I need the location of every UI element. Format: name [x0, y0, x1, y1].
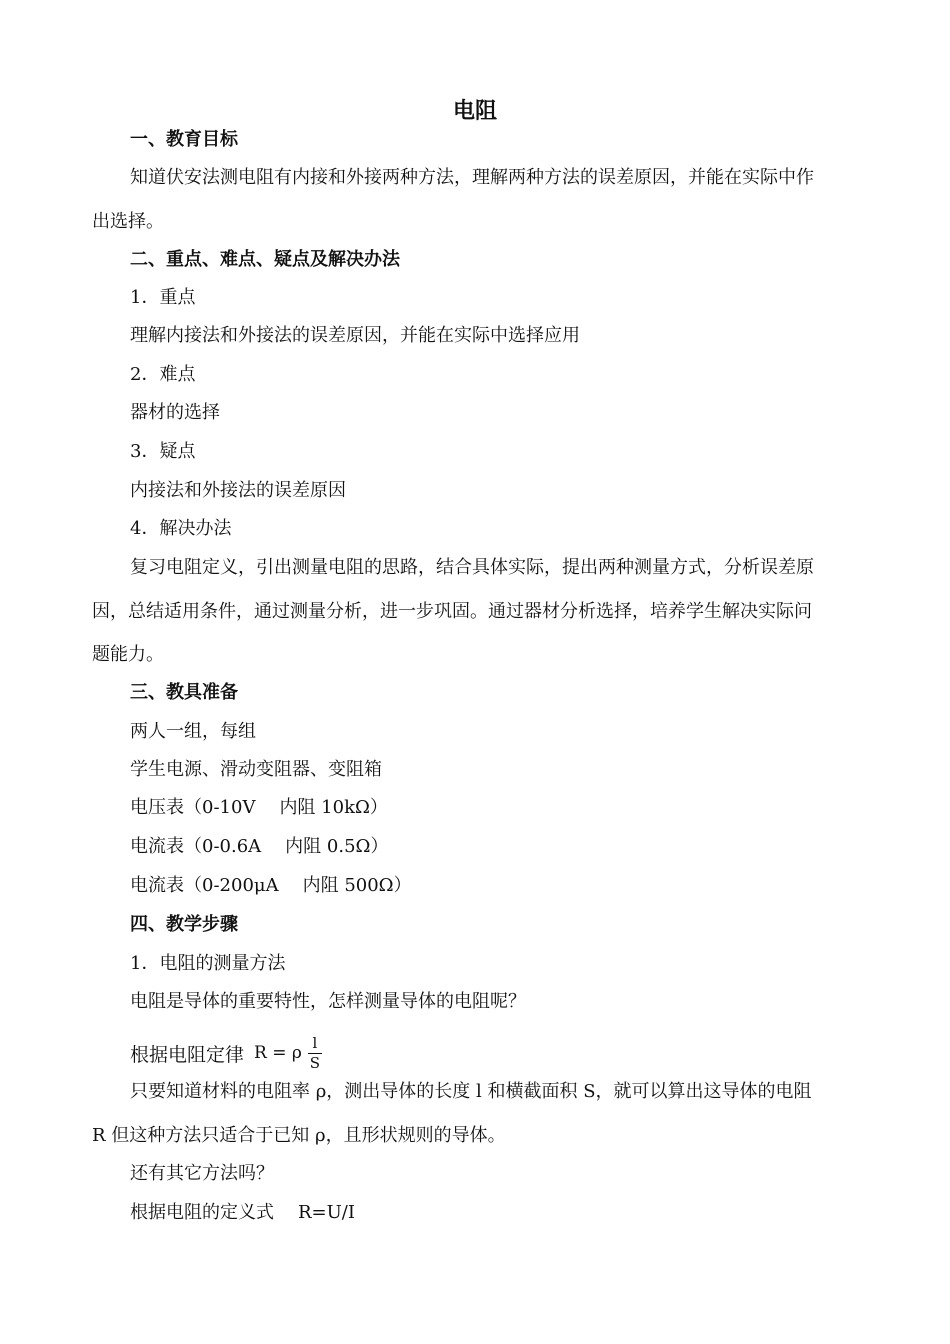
subheading-focus: 1．重点	[130, 287, 196, 308]
equipment-ammeter-2: 电流表（0-200μA 内阻 500Ω）	[130, 875, 412, 896]
explanation-line1: 只要知道材料的电阻率 ρ，测出导体的长度 l 和横截面积 S，就可以算出这导体的电阻	[130, 1081, 812, 1102]
section-heading-key-points: 二、重点、难点、疑点及解决办法	[130, 249, 400, 270]
formula-denominator: S	[309, 1053, 321, 1072]
document-title: 电阻	[452, 99, 497, 124]
formula-numerator: l	[312, 1033, 318, 1052]
section-heading-equipment: 三、教具准备	[130, 682, 238, 703]
subheading-difficulty: 2．难点	[130, 364, 196, 385]
section-heading-goals: 一、教育目标	[130, 129, 238, 150]
goals-paragraph-line1: 知道伏安法测电阻有内接和外接两种方法，理解两种方法的误差原因，并能在实际中作	[130, 167, 814, 188]
step1-title: 1．电阻的测量方法	[130, 953, 286, 974]
formula-lhs: R = ρ	[254, 1043, 302, 1063]
equipment-line2: 学生电源、滑动变阻器、变阻箱	[130, 759, 382, 780]
goals-paragraph-line2: 出选择。	[92, 211, 164, 232]
solution-paragraph-line1: 复习电阻定义，引出测量电阻的思路，结合具体实际，提出两种测量方式，分析误差原	[130, 557, 814, 578]
solution-paragraph-line2: 因，总结适用条件，通过测量分析，进一步巩固。通过器材分析选择，培养学生解决实际问	[92, 601, 812, 622]
subheading-doubt: 3．疑点	[130, 441, 196, 462]
explanation-line2: R 但这种方法只适合于已知 ρ，且形状规则的导体。	[92, 1125, 506, 1146]
solution-paragraph-line3: 题能力。	[92, 644, 164, 665]
equipment-voltmeter: 电压表（0-10V 内阻 10kΩ）	[130, 797, 388, 818]
definition-formula-line: 根据电阻的定义式 R=U/I	[130, 1202, 355, 1223]
question-line1: 电阻是导体的重要特性，怎样测量导体的电阻呢？	[130, 991, 526, 1012]
focus-text: 理解内接法和外接法的误差原因，并能在实际中选择应用	[130, 325, 580, 346]
subheading-solution: 4．解决办法	[130, 518, 232, 539]
resistance-law-formula	[130, 1030, 322, 1076]
doubt-text: 内接法和外接法的误差原因	[130, 480, 346, 501]
section-heading-steps: 四、教学步骤	[130, 914, 238, 935]
equipment-ammeter-1: 电流表（0-0.6A 内阻 0.5Ω）	[130, 836, 389, 857]
difficulty-text: 器材的选择	[130, 402, 220, 423]
formula-fraction	[308, 1035, 322, 1072]
formula-label: 根据电阻定律	[130, 1043, 245, 1066]
question-line2: 还有其它方法吗？	[130, 1163, 274, 1184]
equipment-line1: 两人一组，每组	[130, 721, 256, 742]
